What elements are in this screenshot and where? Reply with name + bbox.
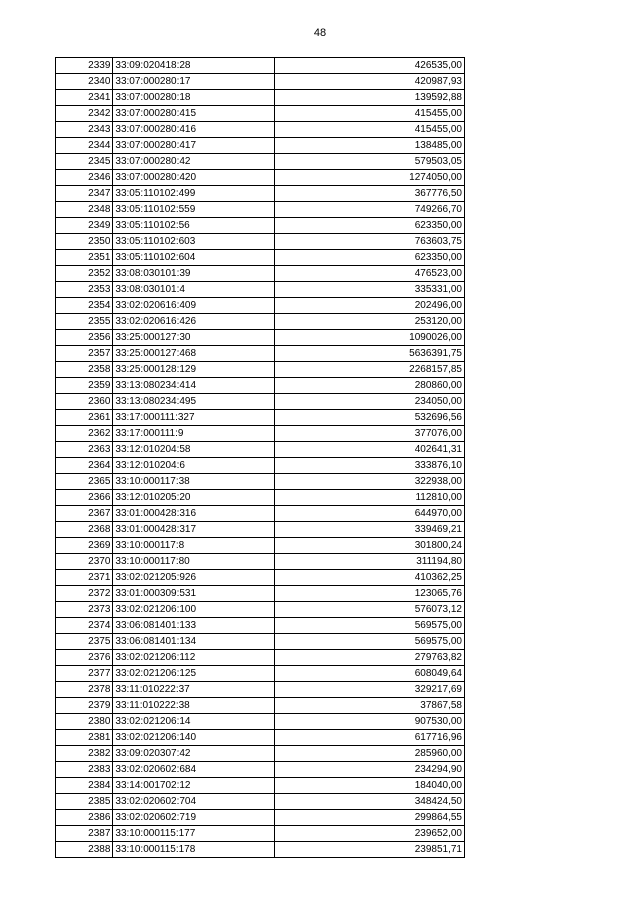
cadastral-value-cell: 202496,00 [274,298,464,314]
cadastral-value-cell: 301800,24 [274,538,464,554]
table-row [56,538,465,554]
cadastral-value-table [55,57,465,858]
row-number-cell: 2345 [56,154,113,170]
table-row [56,666,465,682]
cadastral-value-cell: 234294,90 [274,762,464,778]
cadastral-number-cell: 33:11:010222:37 [113,682,274,698]
cadastral-number-cell: 33:10:000117:38 [113,474,274,490]
row-number-cell: 2380 [56,714,113,730]
cadastral-number-cell: 33:25:000127:30 [113,330,274,346]
cadastral-number-cell: 33:05:110102:604 [113,250,274,266]
table-row [56,602,465,618]
table-row [56,394,465,410]
row-number-cell: 2344 [56,138,113,154]
cadastral-value-cell: 644970,00 [274,506,464,522]
row-number-cell: 2367 [56,506,113,522]
table-row [56,282,465,298]
row-number-cell: 2341 [56,90,113,106]
table-row [56,298,465,314]
row-number-cell: 2370 [56,554,113,570]
cadastral-value-cell: 569575,00 [274,618,464,634]
cadastral-value-cell: 476523,00 [274,266,464,282]
cadastral-value-cell: 576073,12 [274,602,464,618]
table-row [56,250,465,266]
cadastral-number-cell: 33:12:010204:6 [113,458,274,474]
cadastral-value-cell: 377076,00 [274,426,464,442]
cadastral-number-cell: 33:02:021206:125 [113,666,274,682]
cadastral-value-cell: 299864,55 [274,810,464,826]
table-row [56,650,465,666]
table-row [56,490,465,506]
row-number-cell: 2376 [56,650,113,666]
row-number-cell: 2343 [56,122,113,138]
row-number-cell: 2374 [56,618,113,634]
row-number-cell: 2377 [56,666,113,682]
table-row [56,794,465,810]
page-number: 48 [313,27,327,39]
cadastral-value-cell: 335331,00 [274,282,464,298]
cadastral-value-cell: 415455,00 [274,106,464,122]
table-row [56,810,465,826]
table-row [56,186,465,202]
row-number-cell: 2386 [56,810,113,826]
row-number-cell: 2352 [56,266,113,282]
cadastral-number-cell: 33:02:020602:704 [113,794,274,810]
row-number-cell: 2366 [56,490,113,506]
cadastral-number-cell: 33:12:010204:58 [113,442,274,458]
row-number-cell: 2354 [56,298,113,314]
cadastral-value-cell: 907530,00 [274,714,464,730]
row-number-cell: 2360 [56,394,113,410]
table-row [56,266,465,282]
row-number-cell: 2350 [56,234,113,250]
row-number-cell: 2382 [56,746,113,762]
cadastral-number-cell: 33:10:000117:80 [113,554,274,570]
cadastral-number-cell: 33:02:020602:719 [113,810,274,826]
cadastral-value-cell: 112810,00 [274,490,464,506]
table-row [56,570,465,586]
cadastral-number-cell: 33:02:021205:926 [113,570,274,586]
cadastral-number-cell: 33:07:000280:18 [113,90,274,106]
cadastral-number-cell: 33:09:020307:42 [113,746,274,762]
cadastral-number-cell: 33:01:000428:316 [113,506,274,522]
cadastral-number-cell: 33:09:020418:28 [113,58,274,74]
table-row [56,202,465,218]
row-number-cell: 2356 [56,330,113,346]
table-row [56,330,465,346]
row-number-cell: 2375 [56,634,113,650]
table-row [56,346,465,362]
table-row [56,618,465,634]
row-number-cell: 2347 [56,186,113,202]
row-number-cell: 2373 [56,602,113,618]
cadastral-number-cell: 33:07:000280:17 [113,74,274,90]
table-row [56,506,465,522]
cadastral-value-cell: 579503,05 [274,154,464,170]
table-row [56,698,465,714]
row-number-cell: 2383 [56,762,113,778]
table-row [56,154,465,170]
table-row [56,218,465,234]
cadastral-value-cell: 1274050,00 [274,170,464,186]
cadastral-value-cell: 420987,93 [274,74,464,90]
cadastral-value-cell: 239851,71 [274,842,464,858]
cadastral-number-cell: 33:11:010222:38 [113,698,274,714]
cadastral-value-cell: 239652,00 [274,826,464,842]
cadastral-value-cell: 532696,56 [274,410,464,426]
row-number-cell: 2342 [56,106,113,122]
table-row [56,410,465,426]
cadastral-number-cell: 33:17:000111:9 [113,426,274,442]
row-number-cell: 2364 [56,458,113,474]
cadastral-number-cell: 33:05:110102:603 [113,234,274,250]
cadastral-number-cell: 33:25:000127:468 [113,346,274,362]
cadastral-number-cell: 33:02:020616:409 [113,298,274,314]
cadastral-number-cell: 33:25:000128:129 [113,362,274,378]
row-number-cell: 2363 [56,442,113,458]
row-number-cell: 2371 [56,570,113,586]
table-row [56,554,465,570]
cadastral-value-cell: 402641,31 [274,442,464,458]
row-number-cell: 2359 [56,378,113,394]
row-number-cell: 2384 [56,778,113,794]
row-number-cell: 2348 [56,202,113,218]
cadastral-number-cell: 33:17:000111:327 [113,410,274,426]
table-row [56,522,465,538]
table-row [56,378,465,394]
cadastral-value-cell: 426535,00 [274,58,464,74]
cadastral-value-cell: 2268157,85 [274,362,464,378]
cadastral-number-cell: 33:05:110102:559 [113,202,274,218]
row-number-cell: 2372 [56,586,113,602]
table-row [56,842,465,858]
table-row [56,634,465,650]
row-number-cell: 2378 [56,682,113,698]
row-number-cell: 2381 [56,730,113,746]
cadastral-number-cell: 33:06:081401:134 [113,634,274,650]
cadastral-value-cell: 348424,50 [274,794,464,810]
table-row [56,314,465,330]
cadastral-number-cell: 33:01:000428:317 [113,522,274,538]
cadastral-number-cell: 33:02:020602:684 [113,762,274,778]
cadastral-value-cell: 279763,82 [274,650,464,666]
cadastral-number-cell: 33:05:110102:499 [113,186,274,202]
cadastral-value-cell: 329217,69 [274,682,464,698]
table-row [56,58,465,74]
cadastral-value-cell: 285960,00 [274,746,464,762]
row-number-cell: 2369 [56,538,113,554]
cadastral-value-cell: 1090026,00 [274,330,464,346]
cadastral-value-cell: 749266,70 [274,202,464,218]
table-row [56,362,465,378]
cadastral-number-cell: 33:07:000280:420 [113,170,274,186]
table-row [56,746,465,762]
cadastral-number-cell: 33:08:030101:39 [113,266,274,282]
cadastral-number-cell: 33:10:000117:8 [113,538,274,554]
cadastral-value-cell: 138485,00 [274,138,464,154]
row-number-cell: 2353 [56,282,113,298]
row-number-cell: 2379 [56,698,113,714]
cadastral-value-cell: 339469,21 [274,522,464,538]
cadastral-value-cell: 311194,80 [274,554,464,570]
cadastral-number-cell: 33:05:110102:56 [113,218,274,234]
table-row [56,826,465,842]
table-row [56,682,465,698]
cadastral-value-cell: 623350,00 [274,250,464,266]
cadastral-number-cell: 33:02:021206:100 [113,602,274,618]
cadastral-value-cell: 617716,96 [274,730,464,746]
cadastral-value-cell: 333876,10 [274,458,464,474]
row-number-cell: 2361 [56,410,113,426]
cadastral-number-cell: 33:02:021206:112 [113,650,274,666]
table-row [56,90,465,106]
table-row [56,170,465,186]
row-number-cell: 2349 [56,218,113,234]
cadastral-number-cell: 33:01:000309:531 [113,586,274,602]
cadastral-value-cell: 37867,58 [274,698,464,714]
row-number-cell: 2358 [56,362,113,378]
cadastral-number-cell: 33:02:020616:426 [113,314,274,330]
row-number-cell: 2340 [56,74,113,90]
row-number-cell: 2339 [56,58,113,74]
cadastral-value-cell: 322938,00 [274,474,464,490]
cadastral-number-cell: 33:14:001702:12 [113,778,274,794]
cadastral-number-cell: 33:08:030101:4 [113,282,274,298]
cadastral-value-cell: 139592,88 [274,90,464,106]
cadastral-number-cell: 33:02:021206:14 [113,714,274,730]
table-row [56,586,465,602]
row-number-cell: 2365 [56,474,113,490]
table-row [56,106,465,122]
cadastral-number-cell: 33:07:000280:415 [113,106,274,122]
cadastral-value-cell: 280860,00 [274,378,464,394]
row-number-cell: 2355 [56,314,113,330]
cadastral-number-cell: 33:07:000280:416 [113,122,274,138]
cadastral-number-cell: 33:07:000280:417 [113,138,274,154]
row-number-cell: 2368 [56,522,113,538]
table-row [56,74,465,90]
table-row [56,730,465,746]
cadastral-number-cell: 33:02:021206:140 [113,730,274,746]
row-number-cell: 2357 [56,346,113,362]
table-row [56,714,465,730]
table-row [56,234,465,250]
cadastral-value-cell: 5636391,75 [274,346,464,362]
cadastral-value-cell: 410362,25 [274,570,464,586]
row-number-cell: 2388 [56,842,113,858]
cadastral-number-cell: 33:12:010205:20 [113,490,274,506]
cadastral-value-cell: 569575,00 [274,634,464,650]
table-body [56,58,465,858]
table-row [56,762,465,778]
cadastral-number-cell: 33:10:000115:177 [113,826,274,842]
cadastral-value-cell: 763603,75 [274,234,464,250]
cadastral-number-cell: 33:13:080234:414 [113,378,274,394]
table-row [56,426,465,442]
table-row [56,122,465,138]
cadastral-number-cell: 33:13:080234:495 [113,394,274,410]
cadastral-value-cell: 415455,00 [274,122,464,138]
row-number-cell: 2387 [56,826,113,842]
cadastral-value-cell: 608049,64 [274,666,464,682]
cadastral-value-cell: 253120,00 [274,314,464,330]
cadastral-number-cell: 33:10:000115:178 [113,842,274,858]
table-row [56,458,465,474]
row-number-cell: 2362 [56,426,113,442]
cadastral-number-cell: 33:06:081401:133 [113,618,274,634]
table-row [56,474,465,490]
cadastral-number-cell: 33:07:000280:42 [113,154,274,170]
cadastral-value-cell: 623350,00 [274,218,464,234]
cadastral-value-cell: 123065,76 [274,586,464,602]
cadastral-value-cell: 234050,00 [274,394,464,410]
cadastral-value-cell: 367776,50 [274,186,464,202]
table-row [56,442,465,458]
row-number-cell: 2385 [56,794,113,810]
table-row [56,138,465,154]
row-number-cell: 2346 [56,170,113,186]
row-number-cell: 2351 [56,250,113,266]
table-row [56,778,465,794]
cadastral-value-cell: 184040,00 [274,778,464,794]
